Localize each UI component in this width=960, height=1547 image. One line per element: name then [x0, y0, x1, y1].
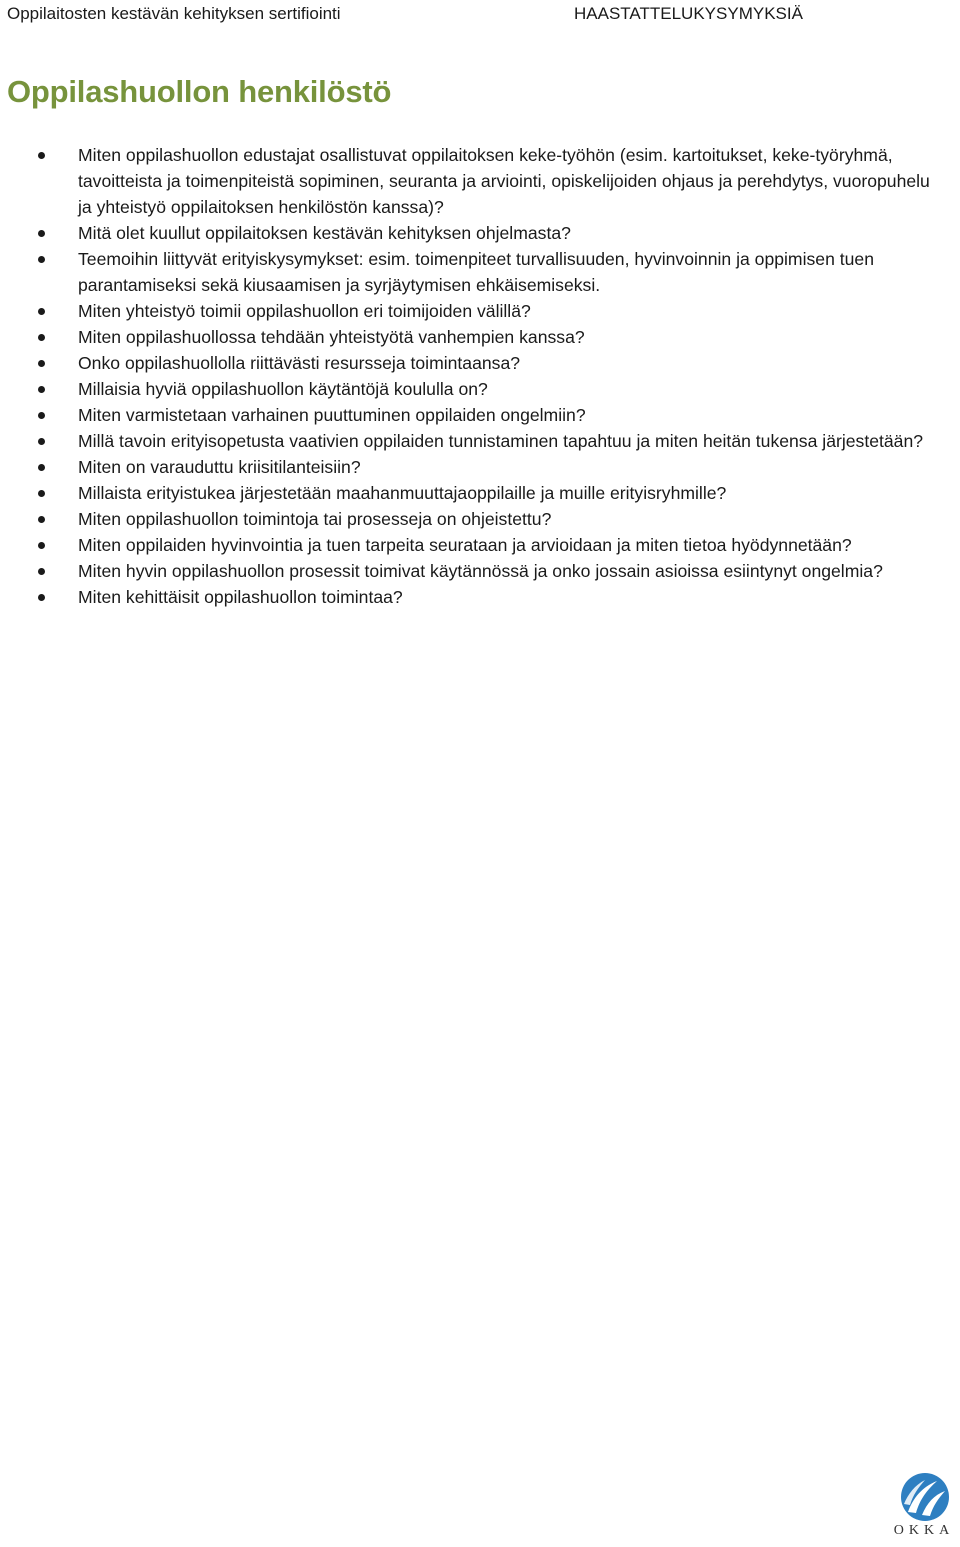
bullet-icon [38, 568, 45, 575]
question-text: Miten oppilashuollon edustajat osallistuvat oppilaitoksen keke-työhön (esim. kartoitukset, keke-työryhmä, tavoitteista ja toimenpiteistä sopiminen, seuranta ja arviointi, opiskelijoiden ohjaus ja perehdytys, vuoropuhelu ja yhteistyö oppilaitoksen henkilöstön kanssa)? [78, 145, 930, 217]
bullet-icon [38, 412, 45, 419]
bullet-icon [38, 386, 45, 393]
question-text: Millaista erityistukea järjestetään maahanmuuttajaoppilaille ja muille erityisryhmille? [78, 483, 727, 503]
question-item [0, 480, 960, 506]
document-series-title: Oppilaitosten kestävän kehityksen sertifiointi [7, 4, 341, 23]
question-item [0, 428, 960, 454]
question-list [0, 142, 960, 610]
section-label: HAASTATTELUKYSYMYKSIÄ [574, 4, 803, 23]
question-text: Miten oppilashuollossa tehdään yhteistyötä vanhempien kanssa? [78, 327, 585, 347]
question-text: Miten oppilaiden hyvinvointia ja tuen tarpeita seurataan ja arvioidaan ja miten tietoa hyödynnetään? [78, 535, 852, 555]
question-text: Millä tavoin erityisopetusta vaativien oppilaiden tunnistaminen tapahtuu ja miten heitän tukensa järjestetään? [78, 431, 924, 451]
question-text: Teemoihin liittyvät erityiskysymykset: esim. toimenpiteet turvallisuuden, hyvinvoinnin ja oppimisen tuen parantamiseksi sekä kiusaamisen ja syrjäytymisen ehkäisemiseksi. [78, 249, 874, 295]
page-header [7, 4, 960, 28]
question-item [0, 454, 960, 480]
question-text: Onko oppilashuollolla riittävästi resursseja toimintaansa? [78, 353, 521, 373]
question-item [0, 298, 960, 324]
bullet-icon [38, 334, 45, 341]
bullet-icon [38, 516, 45, 523]
question-text: Miten kehittäisit oppilashuollon toimintaa? [78, 587, 403, 607]
bullet-icon [38, 308, 45, 315]
question-item [0, 324, 960, 350]
question-text: Miten oppilashuollon toimintoja tai prosesseja on ohjeistettu? [78, 509, 552, 529]
question-text: Miten varmistetaan varhainen puuttuminen oppilaiden ongelmiin? [78, 405, 586, 425]
bullet-icon [38, 438, 45, 445]
bullet-icon [38, 464, 45, 471]
question-item [0, 350, 960, 376]
bullet-icon [38, 256, 45, 263]
question-item [0, 532, 960, 558]
question-text: Miten hyvin oppilashuollon prosessit toimivat käytännössä ja onko jossain asioissa esiintynyt ongelmia? [78, 561, 883, 581]
question-item [0, 558, 960, 584]
okka-logo-icon [888, 1468, 958, 1524]
question-item [0, 220, 960, 246]
page-title: Oppilashuollon henkilöstö [7, 74, 392, 109]
question-text: Miten yhteistyö toimii oppilashuollon eri toimijoiden välillä? [78, 301, 531, 321]
question-item [0, 142, 960, 220]
question-text: Millaisia hyviä oppilashuollon käytäntöjä koululla on? [78, 379, 488, 399]
bullet-icon [38, 594, 45, 601]
bullet-icon [38, 152, 45, 159]
question-item [0, 376, 960, 402]
bullet-icon [38, 360, 45, 367]
question-text: Miten on varauduttu kriisitilanteisiin? [78, 457, 361, 477]
question-item [0, 506, 960, 532]
okka-logo [888, 1468, 958, 1544]
bullet-icon [38, 542, 45, 549]
logo-wordmark: OKKA [893, 1523, 955, 1538]
bullet-icon [38, 230, 45, 237]
question-item [0, 584, 960, 610]
question-text: Mitä olet kuullut oppilaitoksen kestävän kehityksen ohjelmasta? [78, 223, 571, 243]
question-item [0, 246, 960, 298]
bullet-icon [38, 490, 45, 497]
question-item [0, 402, 960, 428]
